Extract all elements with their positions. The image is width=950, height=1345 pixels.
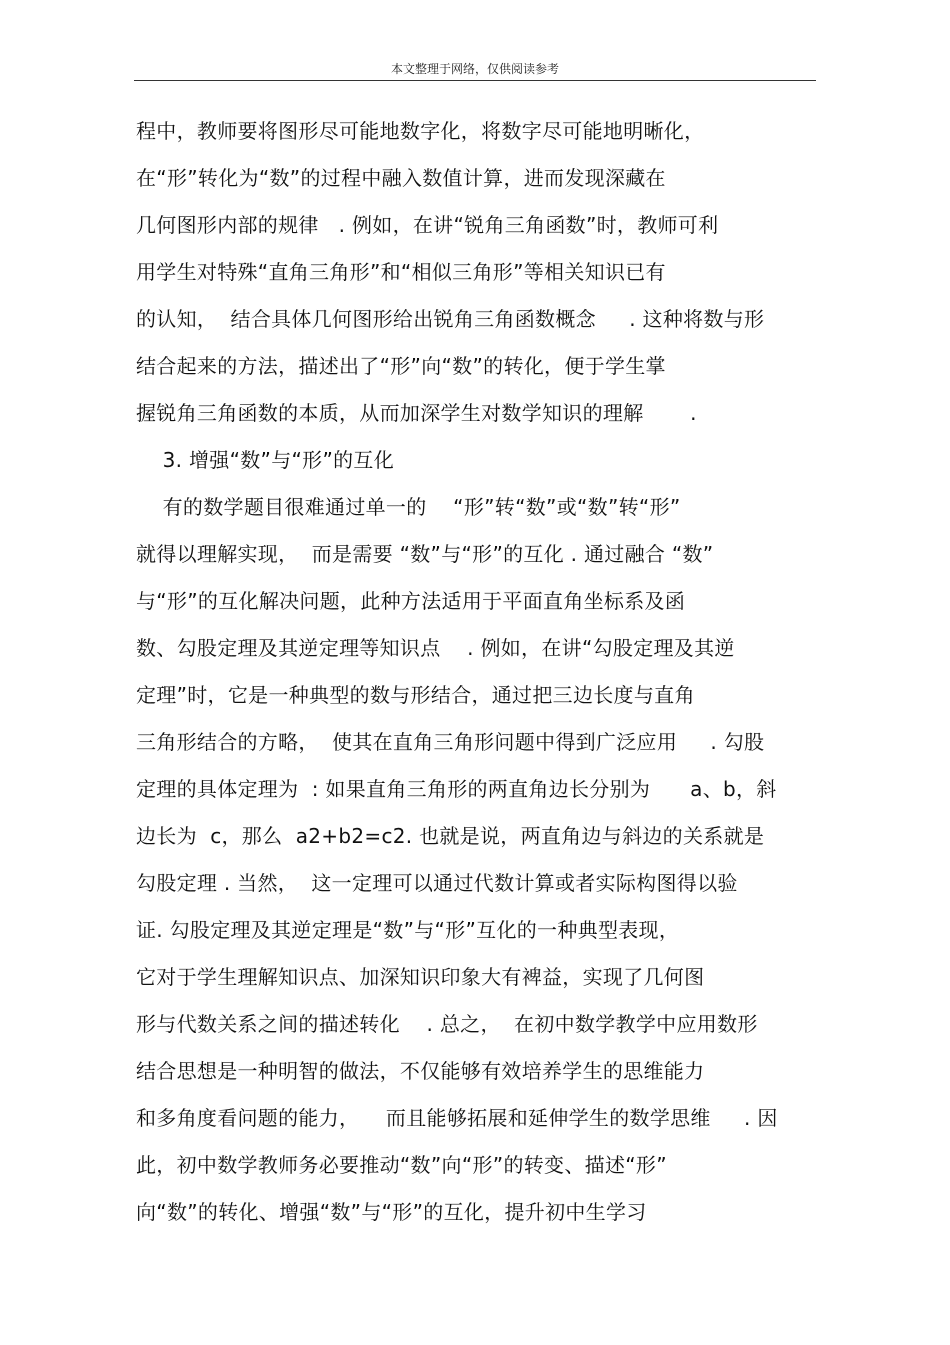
section-heading: 3. 增强“数”与“形”的互化	[136, 448, 395, 472]
text-line: 证. 勾股定理及其逆定理是“数”与“形”互化的一种典型表现，	[136, 918, 680, 942]
text-line: 结合起来的方法，描述出了“形”向“数”的转化，便于学生掌	[136, 354, 666, 378]
text-line: 数、勾股定理及其逆定理等知识点 . 例如，在讲“勾股定理及其逆	[136, 636, 735, 660]
text-line: 定理”时，它是一种典型的数与形结合，通过把三边长度与直角	[136, 683, 695, 707]
text-line: 定理的具体定理为 : 如果直角三角形的两直角边长分别为 a、b，斜	[136, 777, 777, 801]
text-line: 在“形”转化为“数”的过程中融入数值计算，进而发现深藏在	[136, 166, 666, 190]
text-line: 三角形结合的方略， 使其在直角三角形问题中得到广泛应用 . 勾股	[136, 730, 765, 754]
text-line: 结合思想是一种明智的做法，不仅能够有效培养学生的思维能力	[136, 1059, 705, 1083]
text-line: 此，初中数学教师务必要推动“数”向“形”的转变、描述“形”	[136, 1153, 667, 1177]
text-line: 程中，教师要将图形尽可能地数字化，将数字尽可能地明晰化，	[136, 119, 705, 143]
header-divider	[134, 80, 816, 81]
text-line: 形与代数关系之间的描述转化 . 总之， 在初中数学教学中应用数形	[136, 1012, 758, 1036]
text-line: 边长为 c，那么 a2+b2=c2. 也就是说，两直角边与斜边的关系就是	[136, 824, 765, 848]
text-line: 勾股定理 . 当然， 这一定理可以通过代数计算或者实际构图得以验	[136, 871, 738, 895]
text-line: 与“形”的互化解决问题，此种方法适用于平面直角坐标系及函	[136, 589, 686, 613]
text-line: 它对于学生理解知识点、加深知识印象大有裨益，实现了几何图	[136, 965, 705, 989]
text-line: 有的数学题目很难通过单一的 “形”转“数”或“数”转“形”	[136, 495, 681, 519]
text-line: 就得以理解实现， 而是需要 “数”与“形”的互化 . 通过融合 “数”	[136, 542, 714, 566]
text-line: 用学生对特殊“直角三角形”和“相似三角形”等相关知识已有	[136, 260, 666, 284]
page-header: 本文整理于网络，仅供阅读参考	[390, 62, 559, 76]
text-line: 和多角度看问题的能力， 而且能够拓展和延伸学生的数学思维 . 因	[136, 1106, 778, 1130]
text-line: 握锐角三角函数的本质，从而加深学生对数学知识的理解 .	[136, 401, 697, 425]
text-line: 几何图形内部的规律 . 例如，在讲“锐角三角函数”时，教师可利	[136, 213, 719, 237]
text-line: 的认知， 结合具体几何图形给出锐角三角函数概念 . 这种将数与形	[136, 307, 765, 331]
text-line: 向“数”的转化、增强“数”与“形”的互化，提升初中生学习	[136, 1200, 647, 1224]
